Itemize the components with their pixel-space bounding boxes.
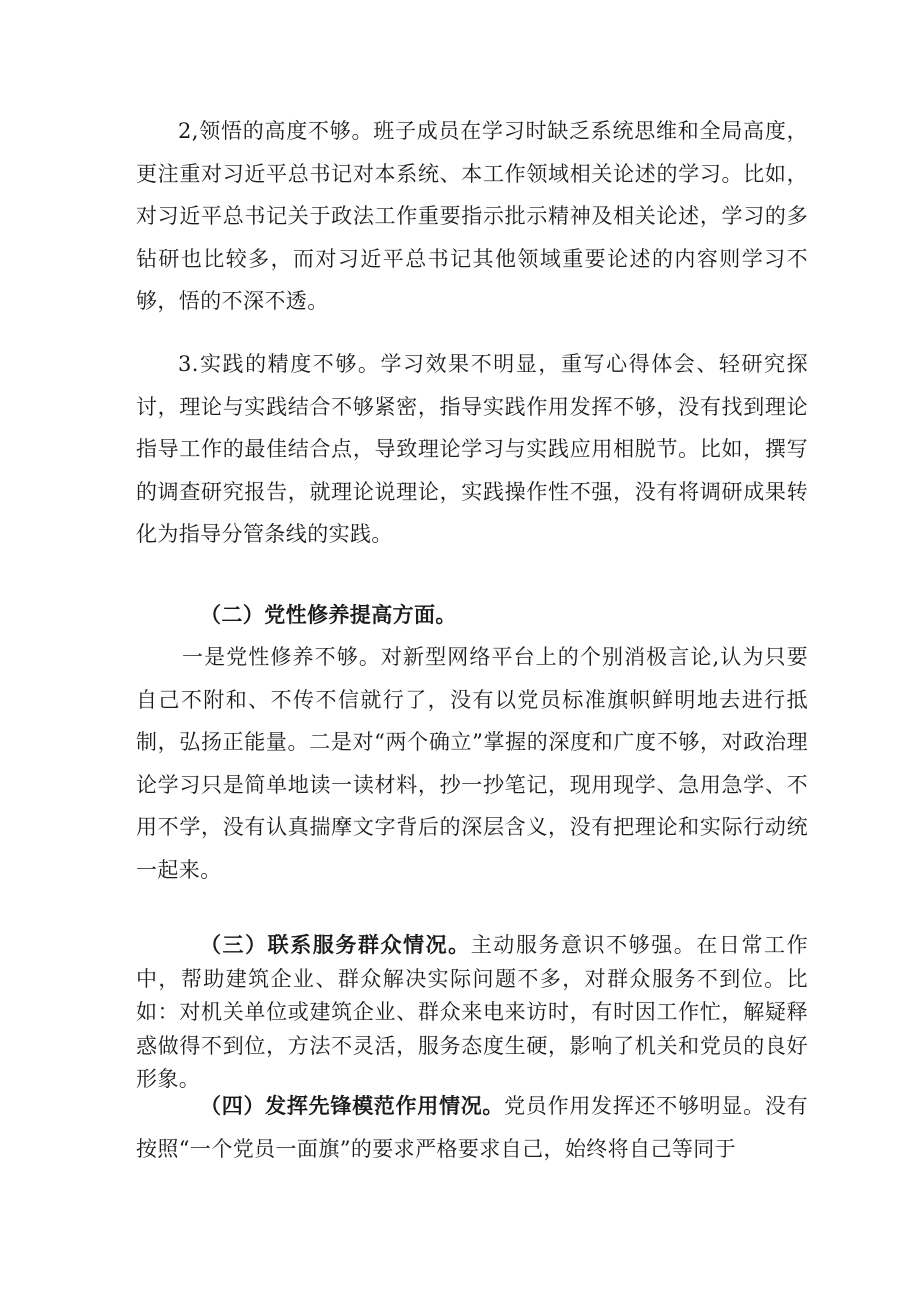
vanguard-role-body: 党员作用发挥还不够明显。没有按照“一个党员一面旗”的要求严格要求自己，始终将自己等同于 <box>136 1094 808 1161</box>
serving-masses-body: 主动服务意识不够强。在日常工作中，帮助建筑企业、群众解决实际问题不多，对群众服务不到位。比如：对机关单位或建筑企业、群众来电来访时，有时因工作忙，解疑释惑做得不到位，方法不灵活，服务态度生硬，影响了机关和党员的良好形象。 <box>136 933 808 1091</box>
paragraph-party-spirit: 一是党性修养不够。对新型网络平台上的个别消极言论,认为只要自己不附和、不传不信就行了，没有以党员标准旗帜鲜明地去进行抵制，弘扬正能量。二是对“两个确立”掌握的深度和广度不够，对政治理论学习只是简单地读一读材料，抄一抄笔记，现用现学、急用急学、不用不学，没有认真揣摩文字背后的深层含义，没有把理论和实际行动统一起来。 <box>136 645 808 882</box>
paragraph-serving-masses <box>136 928 808 1097</box>
paragraph-understanding: 2,领悟的高度不够。班子成员在学习时缺乏系统思维和全局高度，更注重对习近平总书记对本系统、本工作领域相关论述的学习。比如，对习近平总书记关于政法工作重要指示批示精神及相关论述，学习的多钻研也比较多，而对习近平总书记其他领域重要论述的内容则学习不够，悟的不深不透。 <box>136 119 808 313</box>
section-heading-vanguard-role: （四）发挥先锋模范作用情况。 <box>200 1093 505 1118</box>
section-heading-serving-masses: （三）联系服务群众情况。 <box>200 932 471 957</box>
paragraph-vanguard-role <box>136 1085 808 1170</box>
paragraph-practice: 3.实践的精度不够。学习效果不明显，重写心得体会、轻研究探讨，理论与实践结合不够紧密，指导实践作用发挥不够，没有找到理论指导工作的最佳结合点，导致理论学习与实践应用相脱节。比如，撰写的调查研究报告，就理论说理论，实践操作性不强，没有将调研成果转化为指导分管条线的实践。 <box>136 352 808 546</box>
section-heading-party-spirit: （二）党性修养提高方面。 <box>200 602 457 627</box>
